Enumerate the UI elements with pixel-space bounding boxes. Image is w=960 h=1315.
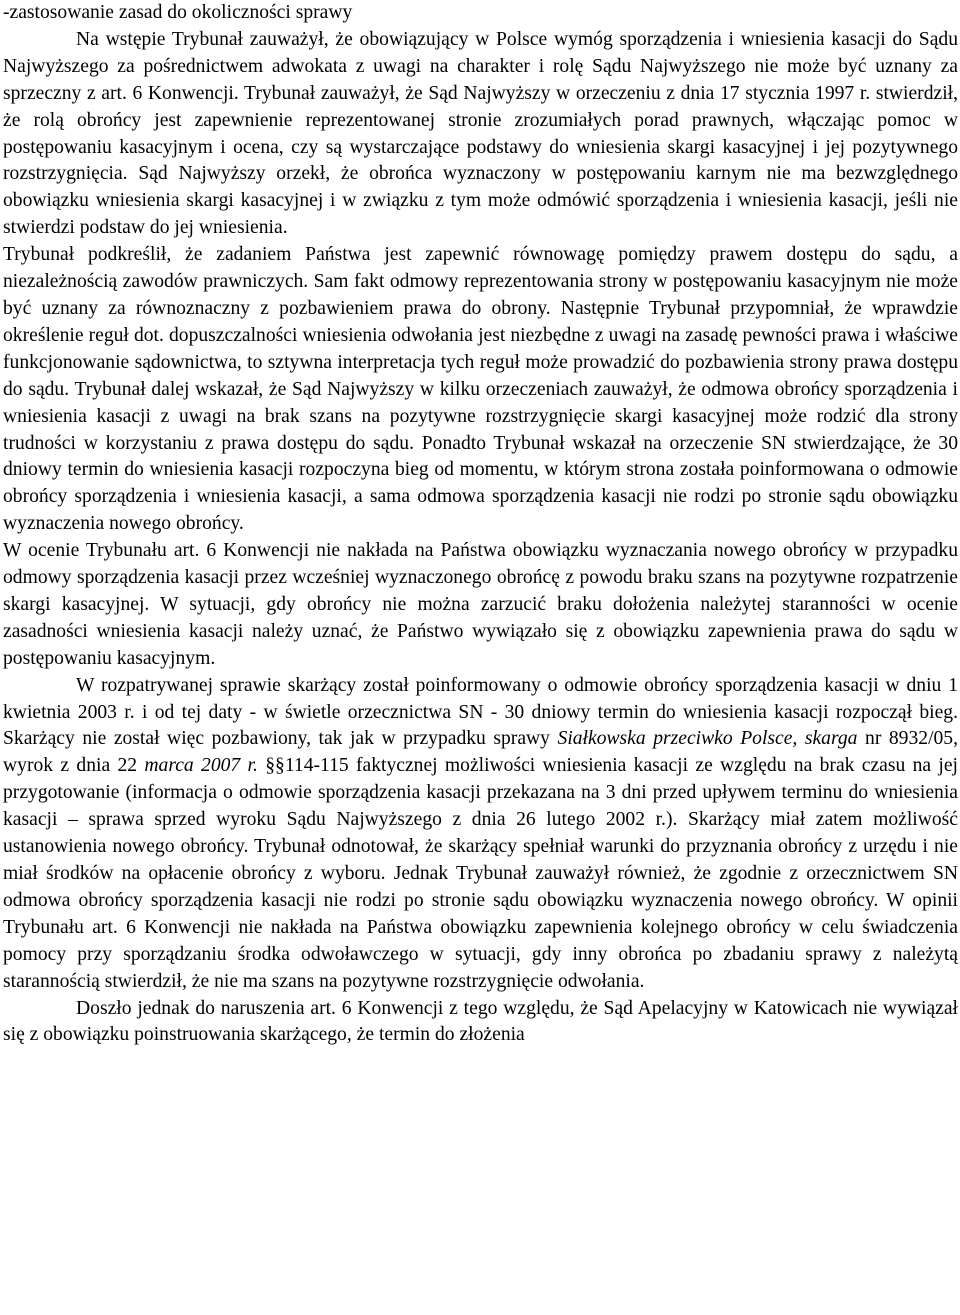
paragraph-1: Na wstępie Trybunał zauważył, że obowiązujący w Polsce wymóg sporządzenia i wniesienia kasacji do Sądu Najwyższego za pośrednictwem adwokata z uwagi na charakter i rolę Sądu Najwyższego nie może być uznany za sprzeczny z art. 6 Konwencji. Trybunał zauważył, że Sąd Najwyższy w orzeczeniu z dnia 17 stycznia 1997 r. stwierdził, że rolą obrońcy jest zapewnienie reprezentowanej stronie zrozumiałych porad prawnych, włączając pomoc w postępowaniu kasacyjnym i ocena, czy są wystarczające podstawy do wniesienia skargi kasacyjnej i jej pozytywnego rozstrzygnięcia. Sąd Najwyższy orzekł, że obrońca wyznaczony w postępowaniu karnym nie ma bezwzględnego obowiązku wniesienia skargi kasacyjnej i w związku z tym może odmówić sporządzenia i wniesienia kasacji, jeśli nie stwierdzi podstaw do jej wniesienia. bbox=[3, 28, 958, 239]
paragraph-5: Doszło jednak do naruszenia art. 6 Konwencji z tego względu, że Sąd Apelacyjny w Katowicach nie wywiązał się z obowiązku poinstruowania skarżącego, że termin do złożenia bbox=[3, 997, 958, 1046]
paragraph-4-text-b: nr 8932/05, wyrok z dnia 22 bbox=[3, 728, 959, 777]
case-name-italic: Siałkowska przeciwko Polsce, skarga bbox=[557, 728, 858, 750]
paragraph-4-text-a: W rozpatrywanej sprawie skarżący został poinformowany o odmowie obrońcy sporządzenia kasacji w dniu 1 kwietnia 2003 r. i od tej daty - w świetle orzecznictwa SN - 30 dniowy termin do wniesienia kasacji rozpoczął bieg. Skarżący nie został więc pozbawiony, tak jak w przypadku sprawy bbox=[3, 674, 958, 750]
paragraph-2: Trybunał podkreślił, że zadaniem Państwa jest zapewnić równowagę pomiędzy prawem dostępu do sądu, a niezależnością zawodów prawniczych. Sam fakt odmowy reprezentowania strony w postępowaniu kasacyjnym nie może być uznany za równoznaczny z pozbawieniem prawa do obrony. Następnie Trybunał przypomniał, że wprawdzie określenie reguł dot. dopuszczalności wniesienia odwołania jest niezbędne z uwagi na zasadę pewności prawa i właściwe funkcjonowanie sądownictwa, to sztywna interpretacja tych reguł może prowadzić do pozbawienia strony prawa dostępu do sądu. Trybunał dalej wskazał, że Sąd Najwyższy w kilku orzeczeniach zauważył, że odmowa obrońcy sporządzenia i wniesienia kasacji z uwagi na brak szans na pozytywne rozstrzygnięcie skargi kasacyjnej może rodzić dla strony trudności w korzystaniu z prawa dostępu do sądu. Ponadto Trybunał wskazał na orzeczenie SN stwierdzające, że 30 dniowy termin do wniesienia kasacji rozpoczyna bieg od momentu, w którym strona została poinformowana o odmowie obrońcy sporządzenia i wniesienia kasacji, a sama odmowa sporządzenia kasacji nie rodzi po stronie sądu obowiązku wyznaczenia nowego obrońcy. bbox=[3, 244, 958, 535]
paragraph-4 bbox=[0, 673, 960, 996]
judgment-date-italic: marca 2007 r. bbox=[144, 755, 258, 777]
paragraph-4-text-c: §§114-115 faktycznej możliwości wniesienia kasacji ze względu na brak czasu na jej przygotowanie (informacja o odmowie sporządzenia kasacji przekazana na 3 dni przed upływem terminu do wniesienia kasacji – sprawa sprzed wyroku Sądu Najwyższego z dnia 26 lutego 2002 r.). Skarżący miał zatem możliwość ustanowienia nowego obrońcy. Trybunał odnotował, że skarżący spełniał warunki do przyznania obrońcy z urzędu i nie miał środków na opłacenie obrońcy z wyboru. Jednak Trybunał zauważył również, że zgodnie z orzecznictwem SN odmowa obrońcy sporządzenia kasacji nie rodzi po stronie sądu obowiązku wyznaczenia nowego obrońcy. W opinii Trybunału art. 6 Konwencji nie nakłada na Państwa obowiązku zapewnienia kolejnego obrońcy w celu świadczenia pomocy przy sporządzaniu środka odwoławczego w sytuacji, gdy inny obrońca po zbadaniu sprawy z należytą starannością stwierdził, że nie ma szans na pozytywne rozstrzygnięcie odwołania. bbox=[3, 755, 958, 992]
section-heading-line: -zastosowanie zasad do okoliczności sprawy bbox=[3, 2, 353, 23]
paragraph-3: W ocenie Trybunału art. 6 Konwencji nie nakłada na Państwa obowiązku wyznaczania nowego obrońcy w przypadku odmowy sporządzenia kasacji przez wcześniej wyznaczonego obrońcę z powodu braku szans na pozytywne rozpatrzenie skargi kasacyjnej. W sytuacji, gdy obrońcy nie można zarzucić braku dołożenia należytej staranności w ocenie zasadności wniesienia kasacji należy uznać, że Państwo wywiązało się z obowiązku zapewnienia prawa do sądu w postępowaniu kasacyjnym. bbox=[3, 540, 958, 669]
